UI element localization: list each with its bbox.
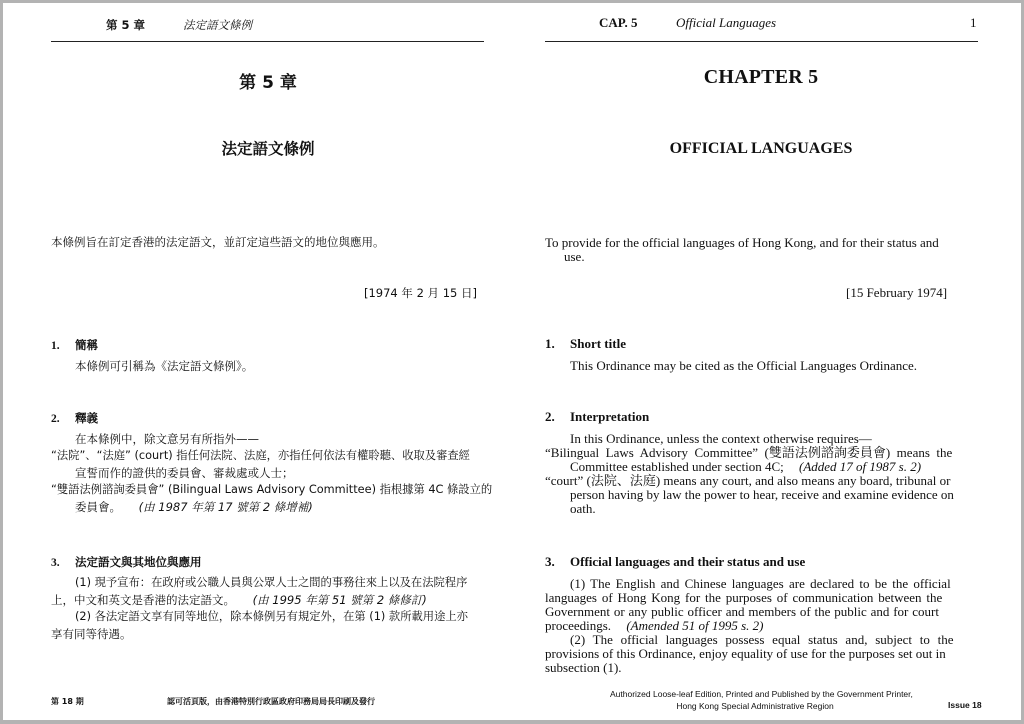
section-2 [51,409,98,428]
running-header-chapter: CAP. 5 [599,15,638,30]
definition-court-line3: oath. [570,501,596,516]
section-2-intro: In this Ordinance, unless the context otherwise requires— [570,431,872,446]
section-2 [545,410,649,425]
definition-court-line2: person having by law the power to hear, receive and examine evidence on [570,487,954,502]
header-rule [51,41,484,42]
amendment-note: (Added 17 of 1987 s. 2) [799,459,922,474]
definition-court-line2: 宣誓而作的證供的委員會、審裁處或人士； [75,466,294,480]
chapter-heading: CHAPTER 5 [703,66,819,88]
definition-blac-line2 [75,498,313,516]
section-2-intro: 在本條例中，除文意另有所指外—— [75,432,259,446]
footer-publisher-line1: Authorized Loose-leaf Edition, Printed and Published by the Government Printer, [610,689,913,699]
ordinance-title: OFFICIAL LANGUAGES [669,140,853,157]
section-heading: 簡稱 [75,338,98,352]
section-number: 1. [545,336,555,351]
definition-text: 委員會。 [75,500,121,514]
subsection-1-line2 [51,591,427,609]
section-heading: 法定語文與其地位與應用 [75,555,202,569]
amendment-note: (由 1995 年第 51 號第 2 條修訂) [252,593,427,607]
section-heading: Interpretation [570,409,650,424]
subsection-1-line3: Government or any public officer and members of the public and for court [545,604,939,619]
section-heading: Short title [570,336,626,351]
subsection-2-line2: provisions of this Ordinance, enjoy equality of use for the purposes set out in [545,646,946,661]
page-number: 1 [970,15,977,30]
subsection-text: 上，中文和英文是香港的法定語文。 [51,593,235,607]
definition-blac-line1: “Bilingual Laws Advisory Committee” (雙語法例諮詢委員會) means the [545,445,953,460]
section-number: 3. [545,554,555,569]
subsection-1-line1: (1) 現予宣布：在政府或公職人員與公眾人士之間的事務往來上以及在法院程序 [75,576,468,589]
section-number: 1. [51,340,60,352]
section-number: 2. [545,409,555,424]
english-page [512,0,1024,724]
footer-publisher: 認可活頁版，由香港特別行政區政府印務局局長印刷及發行 [167,697,375,706]
long-title-line1: To provide for the official languages of Hong Kong, and for their status and [545,235,939,250]
section-number: 2. [51,413,60,425]
section-3 [51,553,202,572]
footer-publisher [610,688,913,712]
subsection-1-line2: languages of Hong Kong for the purposes of communication between the [545,590,943,605]
section-1-text: This Ordinance may be cited as the Official Languages Ordinance. [570,358,918,373]
commencement-date: [1974 年 2 月 15 日] [364,286,477,300]
section-number: 3. [51,557,60,569]
amendment-note: (由 1987 年第 17 號第 2 條增補) [138,500,313,514]
header-rule [545,41,978,42]
long-title-line2: use. [564,249,585,264]
footer-issue: 第 18 期 [51,697,84,706]
definition-court-line1: “court” (法院、法庭) means any court, and also means any board, tribunal or [545,473,951,488]
footer-issue: Issue 18 [948,700,982,710]
section-1 [545,337,626,352]
chapter-heading: 第 5 章 [239,73,297,93]
subsection-2-line1: (2) 各法定語文享有同等地位，除本條例另有規定外，在第 (1) 款所載用途上亦 [75,610,468,623]
section-1 [51,336,98,355]
subsection-text: proceedings. [545,618,612,633]
commencement-date: [15 February 1974] [846,285,948,300]
running-header-title: 法定語文條例 [183,18,252,32]
subsection-1-line1: (1) The English and Chinese languages are declared to be the official [570,576,951,591]
subsection-2-line3: subsection (1). [545,660,622,675]
definition-text: Committee established under section 4C; [570,459,784,474]
footer-publisher-line2: Hong Kong Special Administrative Region [676,701,834,711]
amendment-note: (Amended 51 of 1995 s. 2) [626,618,764,633]
subsection-2-line1: (2) The official languages possess equal status and, subject to the [570,632,954,647]
running-header-chapter: 第 5 章 [106,18,146,32]
section-1-text: 本條例可引稱為《法定語文條例》。 [75,359,254,373]
section-heading: Official languages and their status and use [570,554,806,569]
subsection-2-line2: 享有同等待遇。 [51,627,132,641]
section-3 [545,555,805,570]
ordinance-title: 法定語文條例 [221,140,315,158]
section-heading: 釋義 [75,411,98,425]
long-title: 本條例旨在訂定香港的法定語文，並訂定這些語文的地位與應用。 [51,235,385,249]
definition-blac-line1: “雙語法例諮詢委員會” (Bilingual Laws Advisory Committee) 指根據第 4C 條設立的 [51,483,493,496]
running-header-title: Official Languages [676,15,777,30]
definition-court-line1: “法院”、“法庭” (court) 指任何法院、法庭，亦指任何依法有權聆聽、收取及審查經 [51,449,470,462]
